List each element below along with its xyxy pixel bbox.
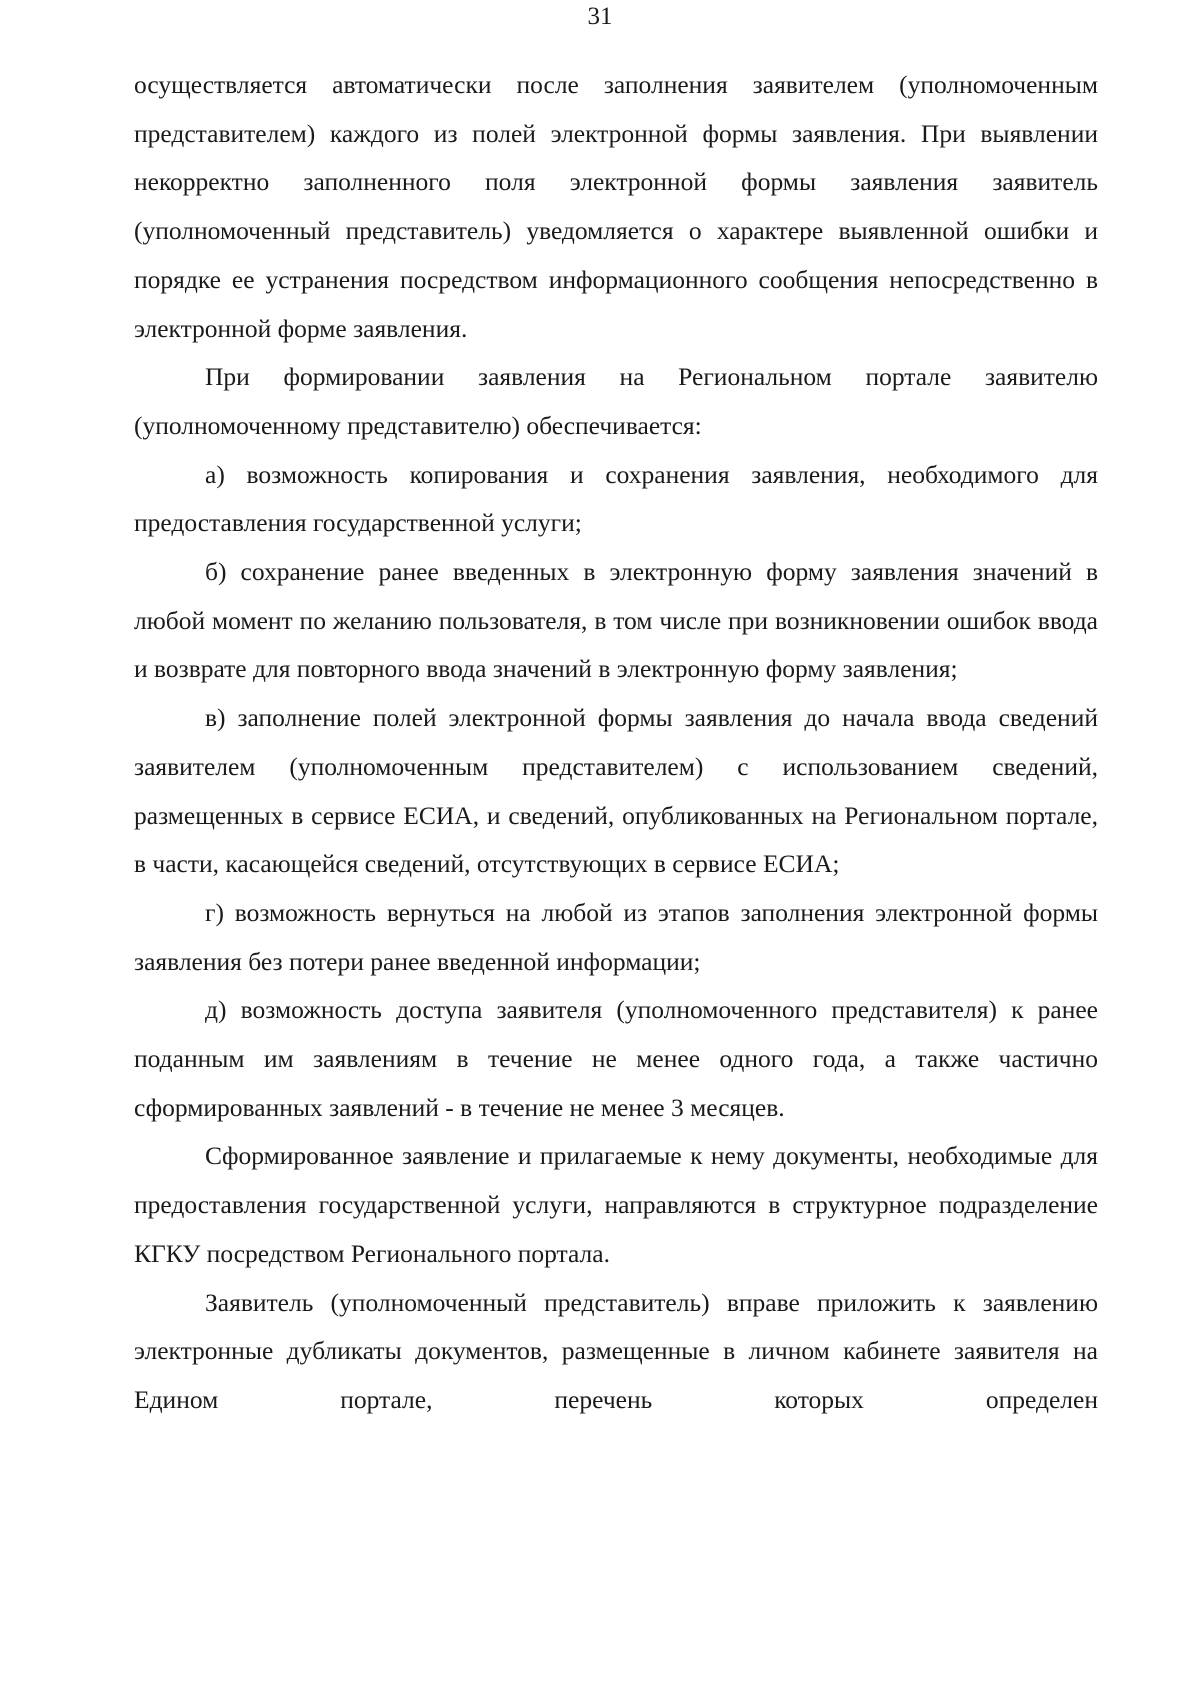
list-item-d: д) возможность доступа заявителя (уполномоченного представителя) к ранее поданным им заявлениям в течение не менее одного года, а также частично сформированных заявлений - в течение не менее 3 месяцев. [134,995,1098,1122]
list-item-b: б) сохранение ранее введенных в электронную форму заявления значений в любой момент по желанию пользователя, в том числе при возникновении ошибок ввода и возврате для повторного ввода значений в электронную форму заявления; [134,557,1098,684]
paragraph: осуществляется автоматически после заполнения заявителем (уполномоченным представителем) каждого из полей электронной формы заявления. При выявлении некорректно заполненного поля электронной формы заявления заявитель (уполномоченный представитель) уведомляется о характере выявленной ошибки и порядке ее устранения посредством информационного сообщения непосредственно в электронной форме заявления. [134,70,1098,343]
list-item-g: г) возможность вернуться на любой из этапов заполнения электронной формы заявления без потери ранее введенной информации; [134,897,1098,976]
list-item-v: в) заполнение полей электронной формы заявления до начала ввода сведений заявителем (уполномоченным представителем) с использованием сведений, размещенных в сервисе ЕСИА, и сведений, опубликованных на Региональном портале, в части, касающейся сведений, отсутствующих в сервисе ЕСИА; [134,703,1098,879]
paragraph: Сформированное заявление и прилагаемые к нему документы, необходимые для предоставления государственной услуги, направляются в структурное подразделение КГКУ посредством Регионального портала. [134,1141,1098,1268]
document-body [134,61,1098,1425]
list-item-a: а) возможность копирования и сохранения заявления, необходимого для предоставления государственной услуги; [134,459,1098,538]
paragraph: Заявитель (уполномоченный представитель) вправе приложить к заявлению электронные дубликаты документов, размещенные в личном кабинете заявителя на Едином портале, перечень которых определен [134,1287,1098,1414]
page-number: 31 [587,3,613,30]
paragraph: При формировании заявления на Региональном портале заявителю (уполномоченному представителю) обеспечивается: [134,362,1098,440]
